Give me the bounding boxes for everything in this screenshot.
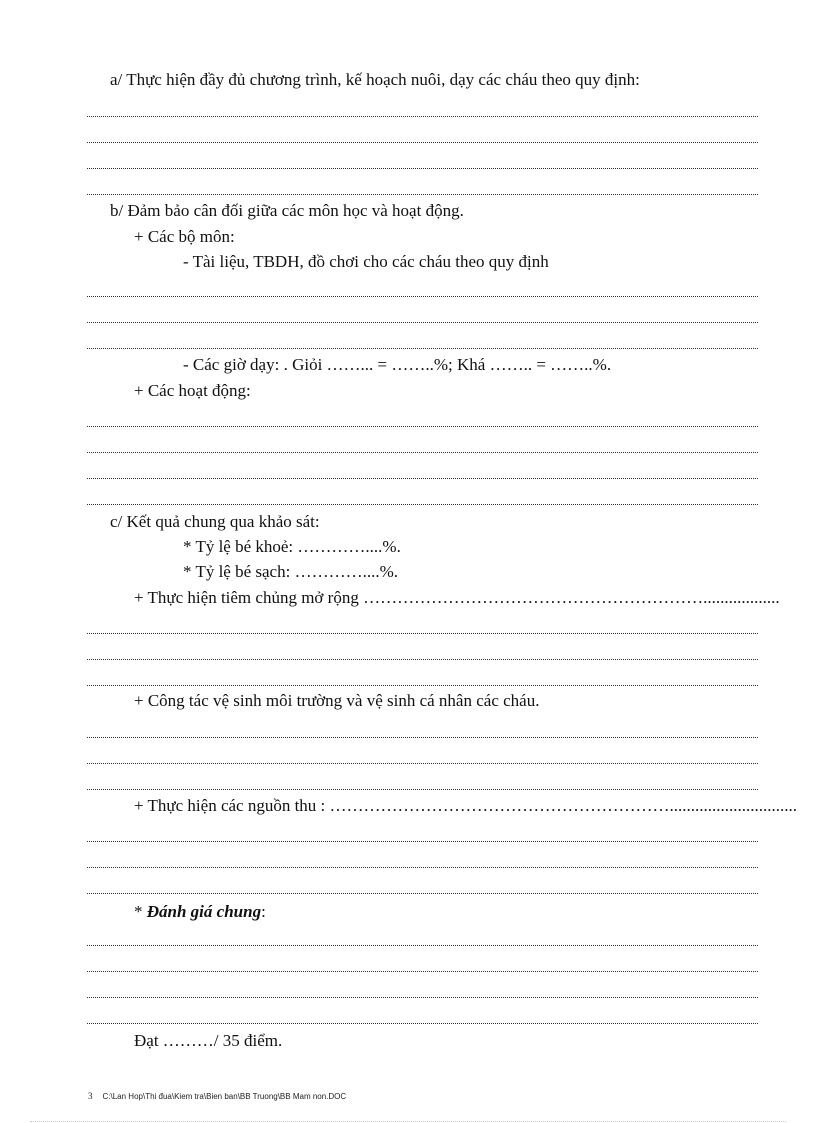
clean-rate: * Tỷ lệ bé sạch: …………....%.	[183, 562, 398, 581]
answer-line	[87, 194, 758, 195]
answer-line	[87, 168, 758, 169]
section-b-heading: b/ Đảm bảo cân đối giữa các môn học và hoạt động.	[110, 201, 464, 220]
answer-line	[87, 997, 758, 998]
answer-line	[87, 971, 758, 972]
answer-line	[87, 789, 758, 790]
answer-line	[87, 945, 758, 946]
overall-prefix: *	[134, 902, 147, 921]
overall-suffix: :	[261, 902, 266, 921]
answer-line	[87, 142, 758, 143]
section-c-heading: c/ Kết quả chung qua khảo sát:	[110, 512, 320, 531]
page-number: 3	[88, 1091, 93, 1101]
answer-line	[87, 633, 758, 634]
answer-line	[87, 296, 758, 297]
activities-label: + Các hoạt động:	[134, 381, 251, 400]
answer-line	[87, 1023, 758, 1024]
answer-line	[87, 737, 758, 738]
section-a-heading: a/ Thực hiện đầy đủ chương trình, kế hoạch nuôi, dạy các cháu theo quy định:	[110, 70, 640, 89]
page-footer	[88, 1091, 346, 1101]
answer-line	[87, 322, 758, 323]
page-edge-line	[30, 1121, 786, 1122]
vaccination-item: + Thực hiện tiêm chủng mở rộng ……………………………………………………..................	[134, 588, 780, 607]
answer-line	[87, 841, 758, 842]
answer-line	[87, 452, 758, 453]
file-path: C:\Lan Hop\Thi đua\Kiem tra\Bien ban\BB Truong\BB Mam non.DOC	[102, 1092, 347, 1101]
revenue-item: + Thực hiện các nguồn thu : ……………………………………………………..............................	[134, 796, 798, 815]
answer-line	[87, 893, 758, 894]
overall-assessment	[134, 902, 266, 922]
answer-line	[87, 685, 758, 686]
lessons-item: - Các giờ dạy: . Giỏi ……... = ……..%; Khá …….. = ……..%.	[183, 355, 612, 374]
answer-line	[87, 763, 758, 764]
answer-line	[87, 867, 758, 868]
answer-line	[87, 478, 758, 479]
hygiene-item: + Công tác vệ sinh môi trường và vệ sinh cá nhân các cháu.	[134, 691, 540, 710]
subjects-label: + Các bộ môn:	[134, 227, 235, 246]
answer-line	[87, 426, 758, 427]
healthy-rate: * Tỷ lệ bé khoẻ: …………....%.	[183, 537, 401, 556]
answer-line	[87, 348, 758, 349]
answer-line	[87, 659, 758, 660]
materials-item: - Tài liệu, TBDH, đồ chơi cho các cháu theo quy định	[183, 252, 549, 271]
answer-line	[87, 504, 758, 505]
score-line: Đạt ………/ 35 điểm.	[134, 1031, 283, 1050]
answer-line	[87, 116, 758, 117]
overall-label: Đánh giá chung	[146, 902, 262, 921]
